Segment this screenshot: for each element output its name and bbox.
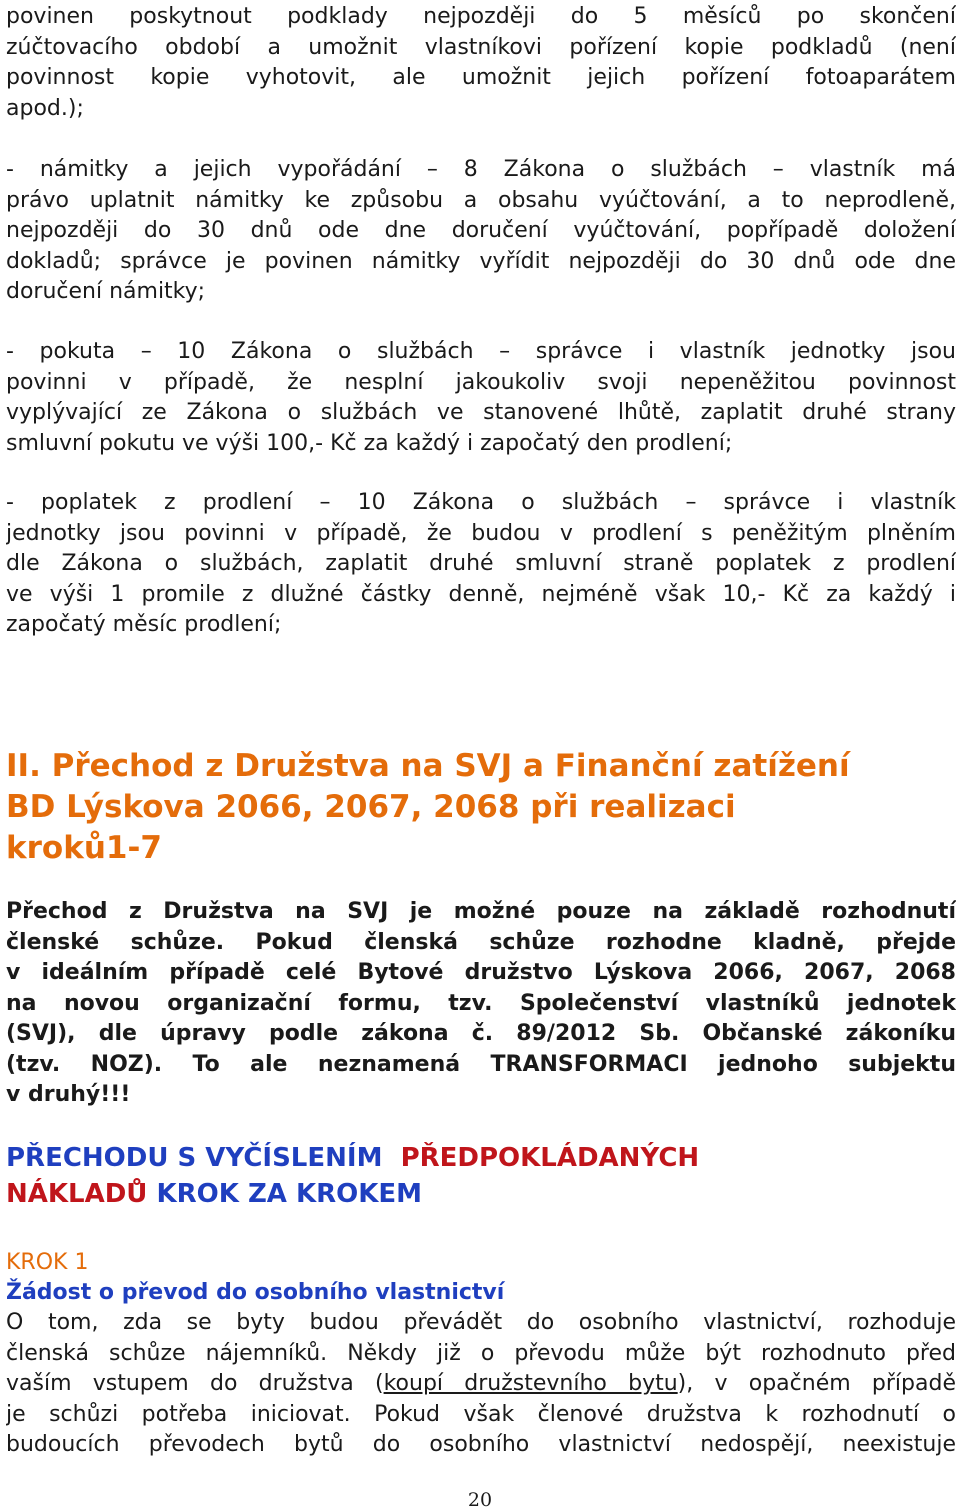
intro-paragraph: [6, 2, 956, 124]
krok-subheading: Žádost o převod do osobního vlastnictví: [6, 1280, 505, 1305]
section-title-line: II. Přechod z Družstva na SVJ a Finanční zatížení: [6, 748, 850, 784]
steps-heading-line: [6, 1140, 956, 1176]
text-line: v ideálním případě celé Bytové družstvo Lýskova 2066, 2067, 2068: [6, 960, 956, 985]
text-line: členské schůze. Pokud členská schůze rozhodne kladně, přejde: [6, 929, 956, 955]
page-number: 20: [467, 1489, 493, 1511]
text-line: (SVJ), dle úpravy podle zákona č. 89/2012 Sb. Občanské zákoníku: [6, 1021, 956, 1046]
text-line: - námitky a jejich vypořádání – 8 Zákona o službách – vlastník má: [6, 157, 956, 182]
steps-heading: [6, 1140, 956, 1212]
text-line: (tzv. NOZ). To ale neznamená TRANSFORMACI jednoho subjektu: [6, 1051, 956, 1077]
text-line: jednotky jsou povinni v případě, že budou v prodlení s peněžitým plněním: [6, 520, 956, 546]
text-segment: ), v opačném případě: [677, 1371, 956, 1396]
krok-1-section: [6, 1248, 956, 1461]
section-title-line: BD Lýskova 2066, 2067, 2068 při realizaci: [6, 789, 736, 825]
text-line: v druhý!!!: [6, 1082, 131, 1107]
text-line: započatý měsíc prodlení;: [6, 612, 282, 637]
text-line: O tom, zda se byty budou převádět do osobního vlastnictví, rozhoduje: [6, 1310, 956, 1335]
text-line: ve výši 1 promile z dlužné částky denně, nejméně však 10,- Kč za každý i: [6, 581, 956, 607]
text-line: apod.);: [6, 95, 84, 121]
text-line: na novou organizační formu, tzv. Společenství vlastníků jednotek: [6, 990, 956, 1016]
krok-label: KROK 1: [6, 1250, 89, 1275]
text-line: povinni v případě, že nesplní jakoukoliv svoji nepeněžitou povinnost: [6, 369, 956, 395]
text-line: Přechod z Družstva na SVJ je možné pouze na základě rozhodnutí: [6, 899, 956, 924]
text-line: dokladů; správce je povinen námitky vyřídit nejpozději do 30 dnů ode dne: [6, 248, 956, 274]
heading-blue-text: KROK ZA KROKEM: [156, 1179, 423, 1209]
text-line: povinnost kopie vyhotovit, ale umožnit jejich pořízení fotoaparátem: [6, 65, 956, 90]
text-line: smluvní pokutu ve výši 100,- Kč za každý i započatý den prodlení;: [6, 430, 733, 456]
heading-blue-text: PŘECHODU S VYČÍSLENÍM: [6, 1143, 383, 1173]
section-title: [6, 746, 956, 869]
text-line: zúčtovacího období a umožnit vlastníkovi pořízení kopie podkladů (není: [6, 34, 956, 60]
section-title-line: kroků1-7: [6, 830, 162, 866]
text-segment: vaším vstupem do družstva (: [6, 1371, 384, 1396]
item-poplatek: [6, 488, 956, 641]
text-line: dle Zákona o službách, zaplatit druhé smluvní straně poplatek z prodlení: [6, 551, 956, 576]
link-koupi-druzstevniho-bytu[interactable]: koupí družstevního bytu: [383, 1371, 678, 1396]
transition-paragraph: [6, 897, 956, 1111]
text-line: členská schůze nájemníků. Někdy již o převodu může být rozhodnuto před: [6, 1340, 956, 1366]
text-line: nejpozději do 30 dnů ode dne doručení vyúčtování, popřípadě doložení: [6, 218, 956, 243]
item-pokuta: [6, 337, 956, 459]
text-line: je schůzi potřeba iniciovat. Pokud však členové družstva k rozhodnutí o: [6, 1401, 956, 1427]
text-line: [6, 1369, 956, 1400]
text-line: právo uplatnit námitky ke způsobu a obsahu vyúčtování, a to neprodleně,: [6, 187, 956, 213]
text-line: doručení námitky;: [6, 279, 206, 304]
heading-red-text: PŘEDPOKLÁDANÝCH: [400, 1143, 700, 1173]
text-line: vyplývající ze Zákona o službách ve stanovené lhůtě, zaplatit druhé strany: [6, 400, 956, 425]
item-namitky: [6, 155, 956, 308]
steps-heading-line: [6, 1176, 956, 1212]
text-line: povinen poskytnout podklady nejpozději do 5 měsíců po skončení: [6, 4, 956, 29]
text-line: - poplatek z prodlení – 10 Zákona o službách – správce i vlastník: [6, 490, 956, 515]
text-line: - pokuta – 10 Zákona o službách – správce i vlastník jednotky jsou: [6, 339, 956, 364]
text-line: budoucích převodech bytů do osobního vlastnictví nedospějí, neexistuje: [6, 1432, 956, 1457]
heading-red-text: NÁKLADŮ: [6, 1179, 148, 1209]
